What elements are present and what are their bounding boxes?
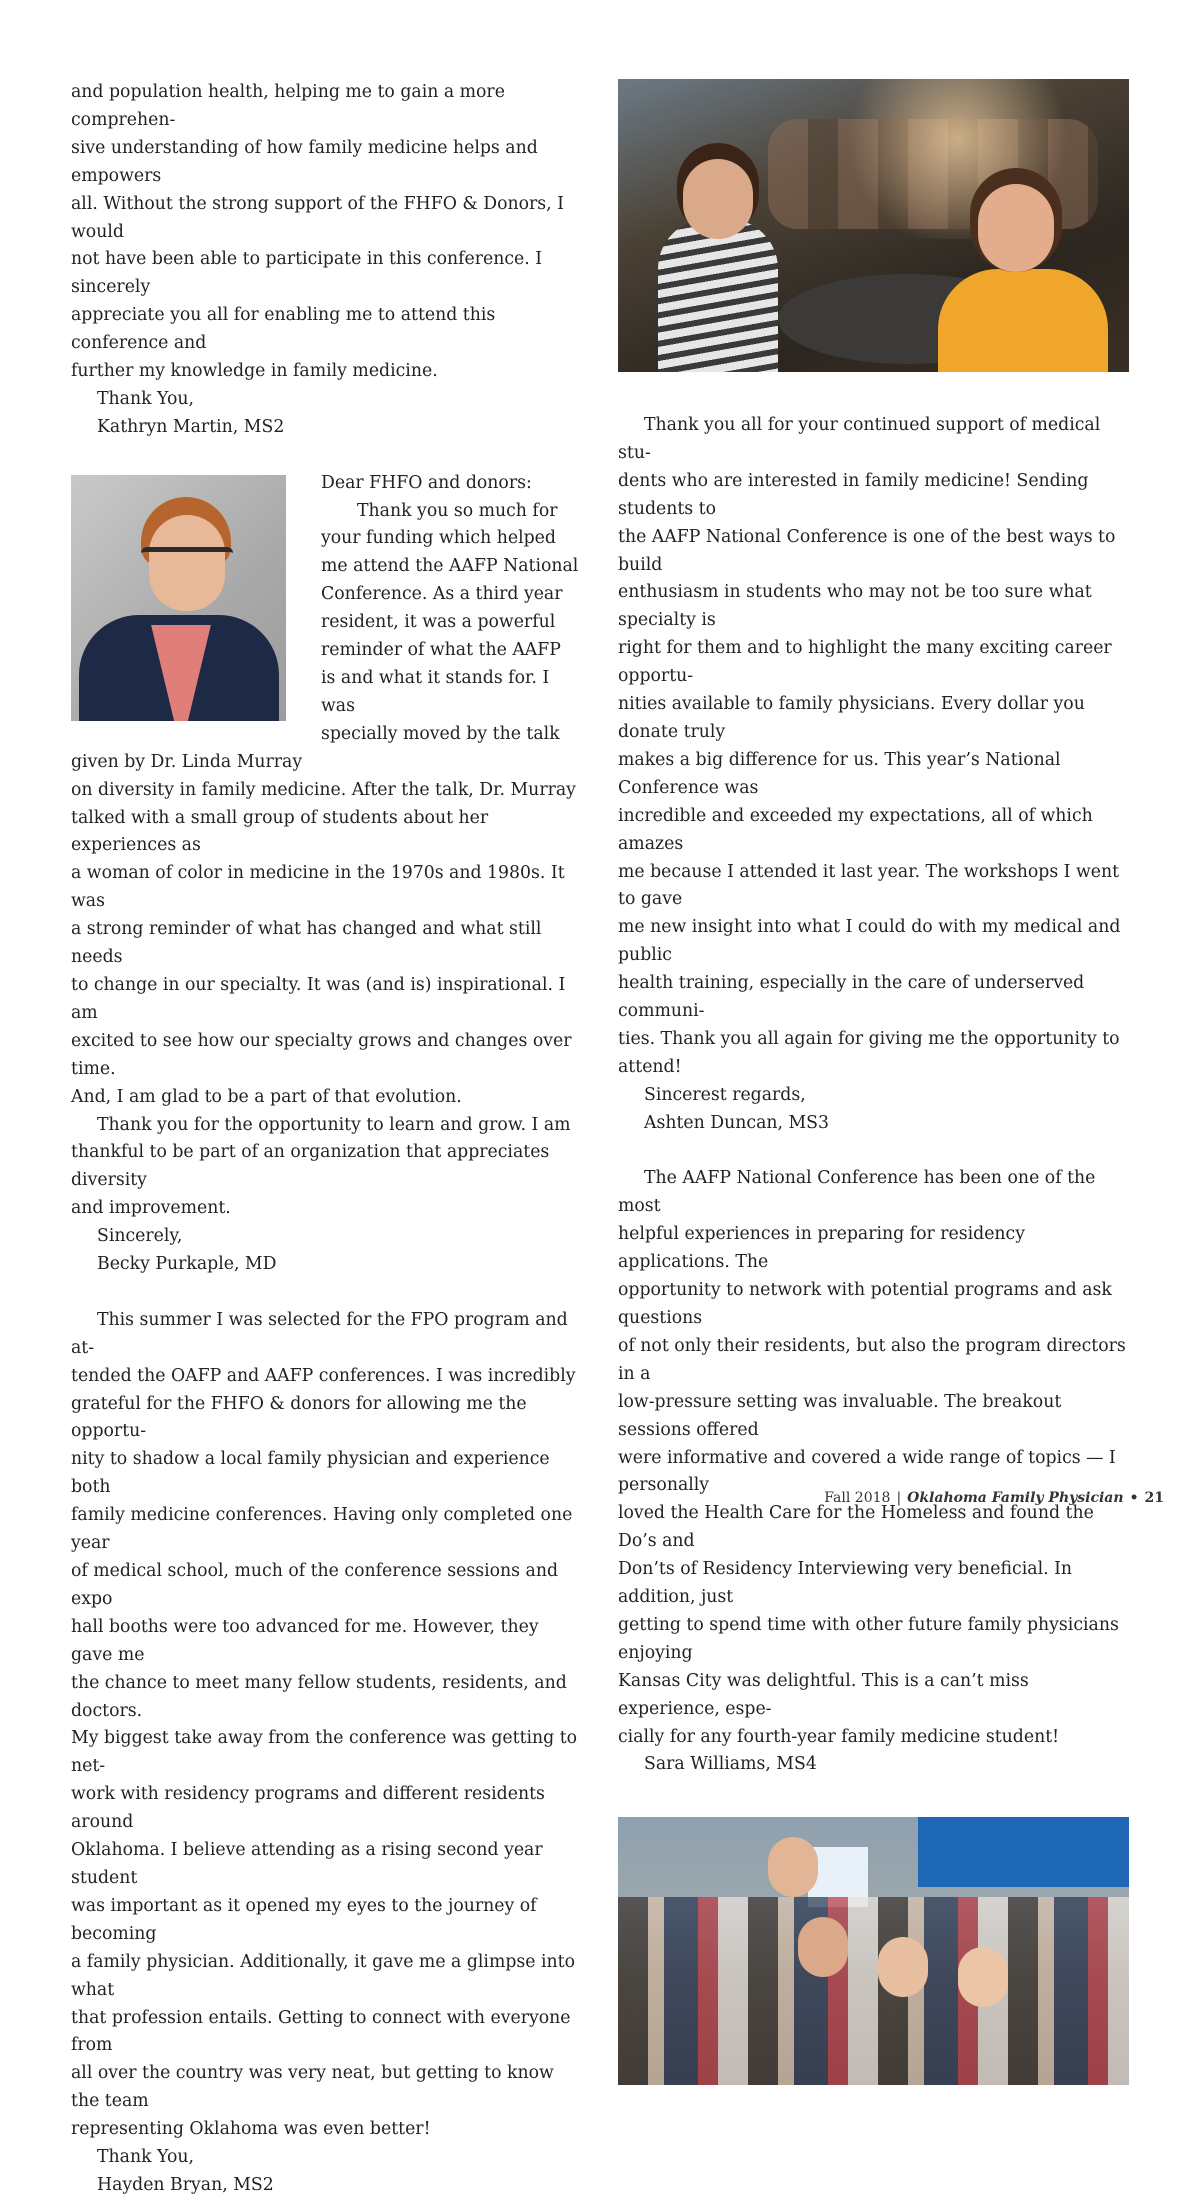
- b-purkaple-letter-wrapped: Dear FHFO and donors: Thank you so much for your funding which helped me attend the AAFP National Conference. As a third year resident, it was a powerful reminder of what the AAFP is and what it stands for. I was specially moved by the talk given by Dr. Linda Murray: [71, 472, 579, 772]
- b-purkaple-paragraph-2: Thank you for the opportunity to learn and grow. I am thankful to be part of an organization that appreciates diversity and improvement.: [71, 1114, 571, 1219]
- s-williams-letter: The AAFP National Conference has been one of the most helpful experiences in preparing for residency applications. The opportunity to network with potential programs and ask questions of not only their residents, but also the program directors in a low-pressure setting was invaluable. The breakout sessions offered were informative and covered a wide range of topics — I personally loved the Health Care for the Homeless and found the Do’s and Don’ts of Residency Interviewing very beneficial. In addition, just getting to spend time with other future family physicians enjoying Kansas City was delightful. This is a can’t miss experience, espe- cially for any fourth-year family medicine student!: [618, 1168, 1126, 1747]
- b-purkaple-signature: Becky Purkaple, MD: [97, 1254, 277, 1275]
- a-duncan-letter: Thank you all for your continued support of medical stu- dents who are interested in family medicine! Sending students to the AAFP National Conference is one of the best ways to build enthusiasm in students who may not be too sure what specialty is right for them and to highlight the many exciting career opportu- nities available to family physicians. Every dollar you donate truly makes a big difference for us. This year’s National Conference was incredible and exceeded my expectations, all of which amazes me because I attended it last year. The workshops I went to gave me new insight into what I could do with my medical and public health training, especially in the care of underserved communi- ties. Thank you all again for giving me the opportunity to attend!: [618, 415, 1121, 1077]
- group-dinner-photo: [618, 79, 1129, 372]
- k-martin-letter: and population health, helping me to gain a more comprehen- sive understanding of how family medicine helps and empowers all. Without the strong support of the FHFO & Donors, I would not have been able to participate in this conference. I sincerely appreciate you all for enabling me to attend this conference and further my knowledge in family medicine.: [71, 82, 564, 382]
- issue-date: Fall 2018: [824, 1490, 891, 1506]
- h-bryan-letter: This summer I was selected for the FPO program and at- tended the OAFP and AAFP conferences. I was incredibly grateful for the FHFO & donors for allowing me the opportu- nity to shadow a local family physician and experience both family medicine conferences. Having only completed one year of medical school, much of the conference sessions and expo hall booths were too advanced for me. However, they gave me the chance to meet many fellow students, residents, and doctors. My biggest take away from the conference was getting to net- work with residency programs and different residents around Oklahoma. I believe attending as a rising second year student was important as it opened my eyes to the journey of becoming a family physician. Additionally, it gave me a glimpse into what that profession entails. Getting to connect with everyone from all over the country was very neat, but getting to know the team representing Oklahoma was even better!: [71, 1309, 578, 2140]
- b-purkaple-closing: Sincerely,: [97, 1226, 183, 1247]
- k-martin-signature: Kathryn Martin, MS2: [97, 416, 285, 437]
- footer-separator: |: [896, 1490, 902, 1506]
- footer-bullet: •: [1129, 1490, 1139, 1506]
- h-bryan-signature: Hayden Bryan, MS2: [97, 2174, 274, 2195]
- h-bryan-closing: Thank You,: [97, 2147, 194, 2168]
- a-duncan-closing: Sincerest regards,: [644, 1084, 806, 1105]
- expo-hall-group-photo: [618, 1817, 1129, 2085]
- b-purkaple-letter: on diversity in family medicine. After the talk, Dr. Murray talked with a small group of students about her experiences as a woman of color in medicine in the 1970s and 1980s. It was a strong reminder of what has changed and what still needs to change in our specialty. It was (and is) inspirational. I am excited to see how our specialty grows and changes over time. And, I am glad to be a part of that evolution.: [71, 779, 576, 1107]
- s-williams-signature: Sara Williams, MS4: [644, 1754, 817, 1775]
- page-footer: [824, 1490, 1164, 1506]
- left-column: [71, 79, 583, 2200]
- magazine-title: Oklahoma Family Physician: [907, 1490, 1124, 1506]
- k-martin-closing: Thank You,: [97, 388, 194, 409]
- a-duncan-signature: Ashten Duncan, MS3: [644, 1112, 830, 1133]
- page-number: 21: [1144, 1490, 1164, 1506]
- portrait-photo: [71, 475, 286, 721]
- right-column: [618, 79, 1129, 2085]
